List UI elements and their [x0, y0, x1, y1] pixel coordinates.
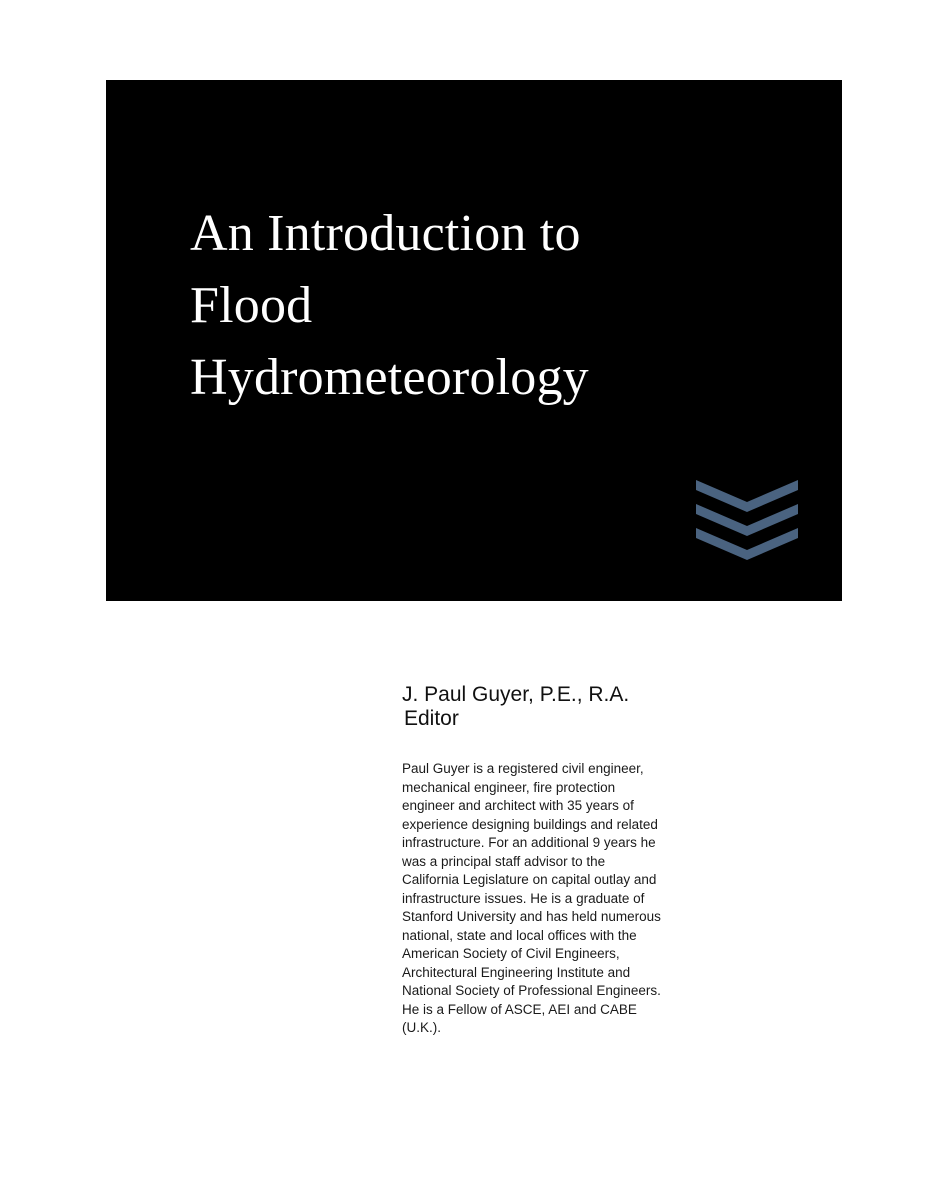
- cover-panel: [106, 80, 842, 601]
- triple-chevron-down-icon: [696, 480, 798, 560]
- bio-line: Architectural Engineering Institute and: [402, 964, 631, 980]
- bio-line: was a principal staff advisor to the: [402, 853, 606, 869]
- chevron-1-icon: [696, 480, 798, 512]
- bio-line: infrastructure. For an additional 9 years he: [402, 835, 656, 850]
- bio-line: (U.K.).: [402, 1020, 441, 1035]
- bio-line: He is a Fellow of ASCE, AEI and CABE: [402, 1001, 637, 1017]
- book-title: [190, 198, 589, 414]
- bio-line: national, state and local offices with the: [402, 927, 637, 943]
- bio-line: experience designing buildings and related: [402, 816, 658, 832]
- book-title-line-2: Flood: [190, 277, 313, 334]
- bio-line: National Society of Professional Engineers.: [402, 983, 661, 998]
- bio-line: Paul Guyer is a registered civil engineer,: [402, 761, 644, 776]
- bio-line: infrastructure issues. He is a graduate of: [402, 890, 645, 906]
- author-block: [402, 683, 772, 1038]
- author-name: J. Paul Guyer, P.E., R.A.: [402, 683, 630, 706]
- bio-line: mechanical engineer, fire protection: [402, 779, 616, 795]
- author-bio: [402, 760, 772, 1038]
- bio-line: American Society of Civil Engineers,: [402, 946, 620, 961]
- book-title-line-3: Hydrometeorology: [190, 349, 589, 406]
- book-title-line-1: An Introduction to: [190, 205, 581, 262]
- bio-line: California Legislature on capital outlay and: [402, 872, 657, 887]
- bio-line: engineer and architect with 35 years of: [402, 798, 634, 813]
- bio-line: Stanford University and has held numerous: [402, 909, 661, 924]
- author-role: Editor: [404, 707, 459, 730]
